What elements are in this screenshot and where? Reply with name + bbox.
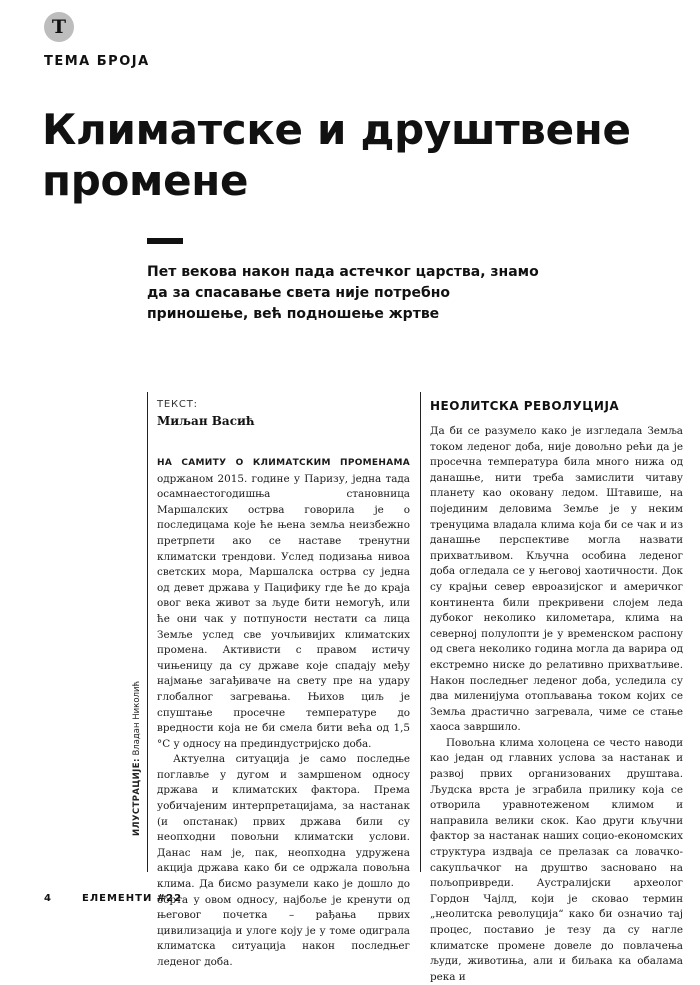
column-divider-left xyxy=(147,392,148,872)
left-paragraph-1 xyxy=(157,455,410,752)
section-badge-letter: T xyxy=(51,16,67,38)
left-paragraph-2: Актуелна ситуација је само последње поглавље у дугом и замршеном односу држава и климатских фактора. Према уобичајеним интерпретацијама, за настанак (и опстанак) првих држава били су неопходни повољни климатски услови. Данас нам је, пак, неопходна удружена акција држава како би се одржала повољна клима. Да бисмо разумели како је дошло до обрта у овом односу, најбоље је кренути од његовог почетка – рађања првих цивилизација и улоге коју је у томе одиграла климатска ситуација након последњег леденог доба. xyxy=(157,753,410,968)
title-rule xyxy=(147,238,183,244)
lede-small-caps: НА САМИТУ О КЛИМАТСКИМ ПРОМЕНАМА xyxy=(157,458,410,468)
author-label: ТЕКСТ: xyxy=(157,399,198,410)
page-number: 4 xyxy=(44,893,51,904)
credit-label: ИЛУСТРАЦИЈЕ: xyxy=(132,758,142,836)
left-column xyxy=(157,455,410,971)
column-divider-right xyxy=(420,392,421,872)
article-lead: Пет векова након пада астечког царства, знамо да за спасавање света није потребно приношење, већ подношење жртве xyxy=(147,264,539,322)
illustration-credit xyxy=(132,666,142,836)
section-badge xyxy=(44,12,74,42)
right-paragraph-1: Да би се разумело како је изгледала Земља током леденог доба, није довољно рећи да је просечна температура била много нижа од данашње, нити треба замислити читаву планету као оковану ледом. Штавише, на појединим деловима Земље је у неким тренуцима владала клима која би се чак и из данашње перспективе могла назвати прихватљивом. Кључна особина леденог доба огледала се у његовој хаотичности. Док су крајњи север евроазијског и америчког континента били прекривени слојем леда дубоког неколико километара, клима на северној полулопти је у временском распону од свега неколико година могла да варира од екстремно ниске до релативно прихватљиве. Након последњег леденог доба, уследила су два миленијума отопљавања током којих се Земља драстично загревала, чиме се стање хаоса завршило. xyxy=(430,425,683,734)
right-column xyxy=(430,424,683,985)
left-paragraph-1-text: одржаном 2015. године у Паризу, једна тада осамнаестогодишња становница Маршалских острва говорила је о последицама које ће њена земља неизбежно претрпети ако се наставе тренутни климатски трендови. Услед подизања нивоа светских мора, Маршалска острва су једна од девет држава у Пацифику где ће до краја овог века живот за људе бити немогућ, или ће они чак у потпуности нестати са лица Земље услед све уочљивијих климатских промена. Активисти с правом истичу чињеницу да су државе које спадају међу најмање загађиваче на свету пре на удару глобалног загревања. Њихов циљ је спуштање просечне температуре до вредности која не би смела бити већа од 1,5 °C у односу на прединдустријско доба. xyxy=(157,472,410,750)
article-title: Климатске и друштвене промене xyxy=(42,105,631,205)
right-paragraph-2: Повољна клима холоцена се често наводи као један од главних услова за настанак и развој првих организованих друштава. Људска врста је зграбила прилику која се отворила уравнотеженом климом и направила велики скок. Као други кључни фактор за настанак наших социо-економских структура издваја се прелазак са ловачко-сакупљачког на друштво засновано на пољопривреди. Аустралијски археолог Гордон Чајлд, који је сковао термин „неолитска револуција“ како би означио тај процес, поставио је тезу да су нагле климатске промене довеле до повлачења људи, животиња, али и биљака ка обалама река и xyxy=(430,736,683,983)
author-name: Миљан Васић xyxy=(157,414,255,428)
magazine-issue: ЕЛЕМЕНТИ #22 xyxy=(82,893,183,904)
section-label: ТЕМА БРОЈА xyxy=(44,54,150,69)
credit-name: Владан Николић xyxy=(132,680,142,759)
section-subheading: НЕОЛИТСКА РЕВОЛУЦИЈА xyxy=(430,399,620,413)
